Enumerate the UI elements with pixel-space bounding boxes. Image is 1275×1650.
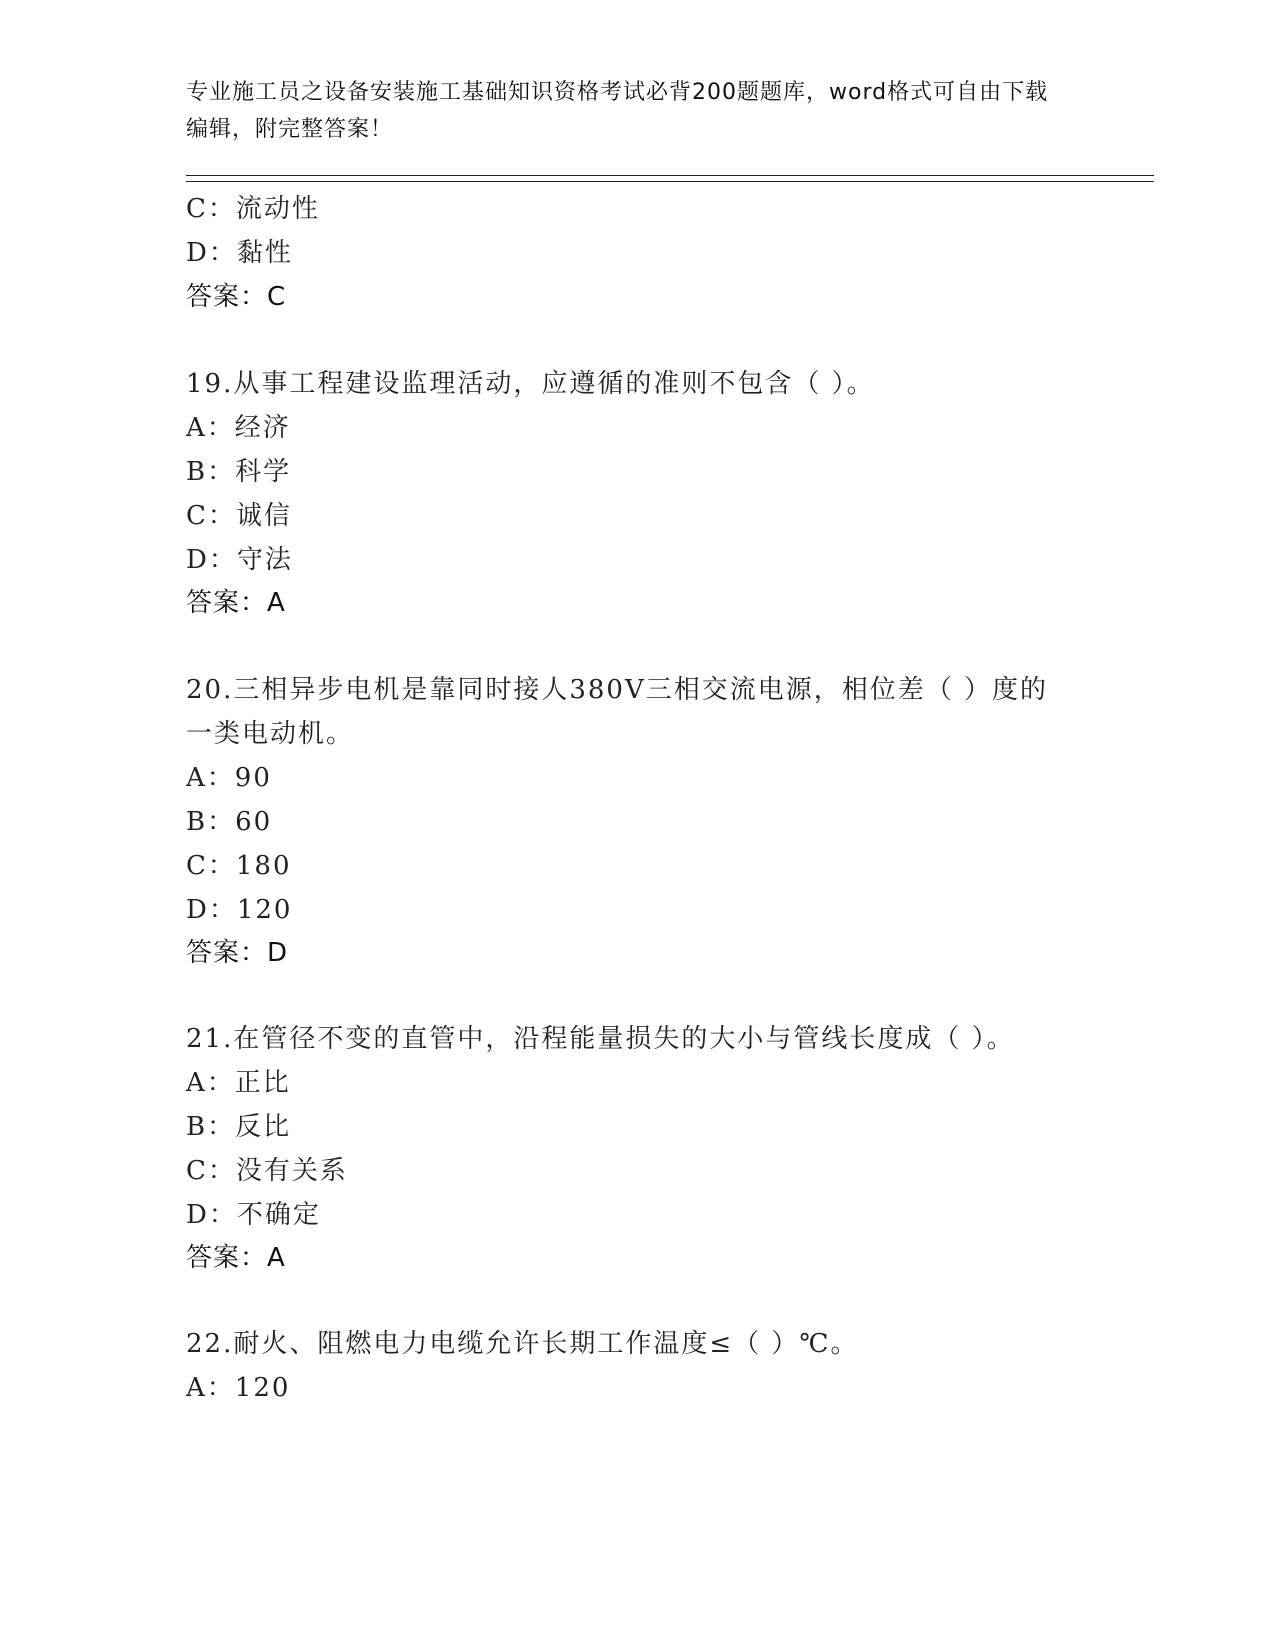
- header-divider-bottom: [186, 181, 1154, 182]
- option-line: A：经济: [186, 413, 291, 443]
- answer-line: 答案：A: [186, 588, 286, 618]
- question-stem: 22.耐火、阻燃电力电缆允许长期工作温度≤（ ）℃。: [186, 1329, 859, 1359]
- option-line: D：不确定: [186, 1200, 321, 1230]
- option-line: C：流动性: [186, 194, 320, 224]
- option-line: D：120: [186, 895, 293, 925]
- question-stem: 19.从事工程建设监理活动，应遵循的准则不包含（ ）。: [186, 369, 875, 399]
- question-stem: 20.三相异步电机是靠同时接人380V三相交流电源，相位差（ ）度的: [186, 675, 1049, 705]
- question-stem-continued: 一类电动机。: [186, 719, 355, 749]
- option-line: A：正比: [186, 1068, 291, 1098]
- option-line: B：60: [186, 807, 273, 837]
- document-header: 专业施工员之设备安装施工基础知识资格考试必背200题题库，word格式可自由下载编辑，附完整答案！: [186, 80, 1049, 142]
- question-stem: 21.在管径不变的直管中，沿程能量损失的大小与管线长度成（ ）。: [186, 1024, 1015, 1054]
- answer-line: 答案：C: [186, 282, 287, 312]
- answer-line: 答案：A: [186, 1243, 286, 1273]
- option-line: D：守法: [186, 545, 293, 575]
- option-line: B：科学: [186, 457, 292, 487]
- answer-line: 答案：D: [186, 938, 289, 968]
- option-line: B：反比: [186, 1112, 292, 1142]
- option-line: A：120: [186, 1373, 291, 1403]
- option-line: C：180: [186, 851, 292, 881]
- option-line: D：黏性: [186, 238, 293, 268]
- option-line: C：没有关系: [186, 1156, 348, 1186]
- header-divider-top: [186, 175, 1154, 176]
- option-line: A：90: [186, 763, 272, 793]
- option-line: C：诚信: [186, 501, 292, 531]
